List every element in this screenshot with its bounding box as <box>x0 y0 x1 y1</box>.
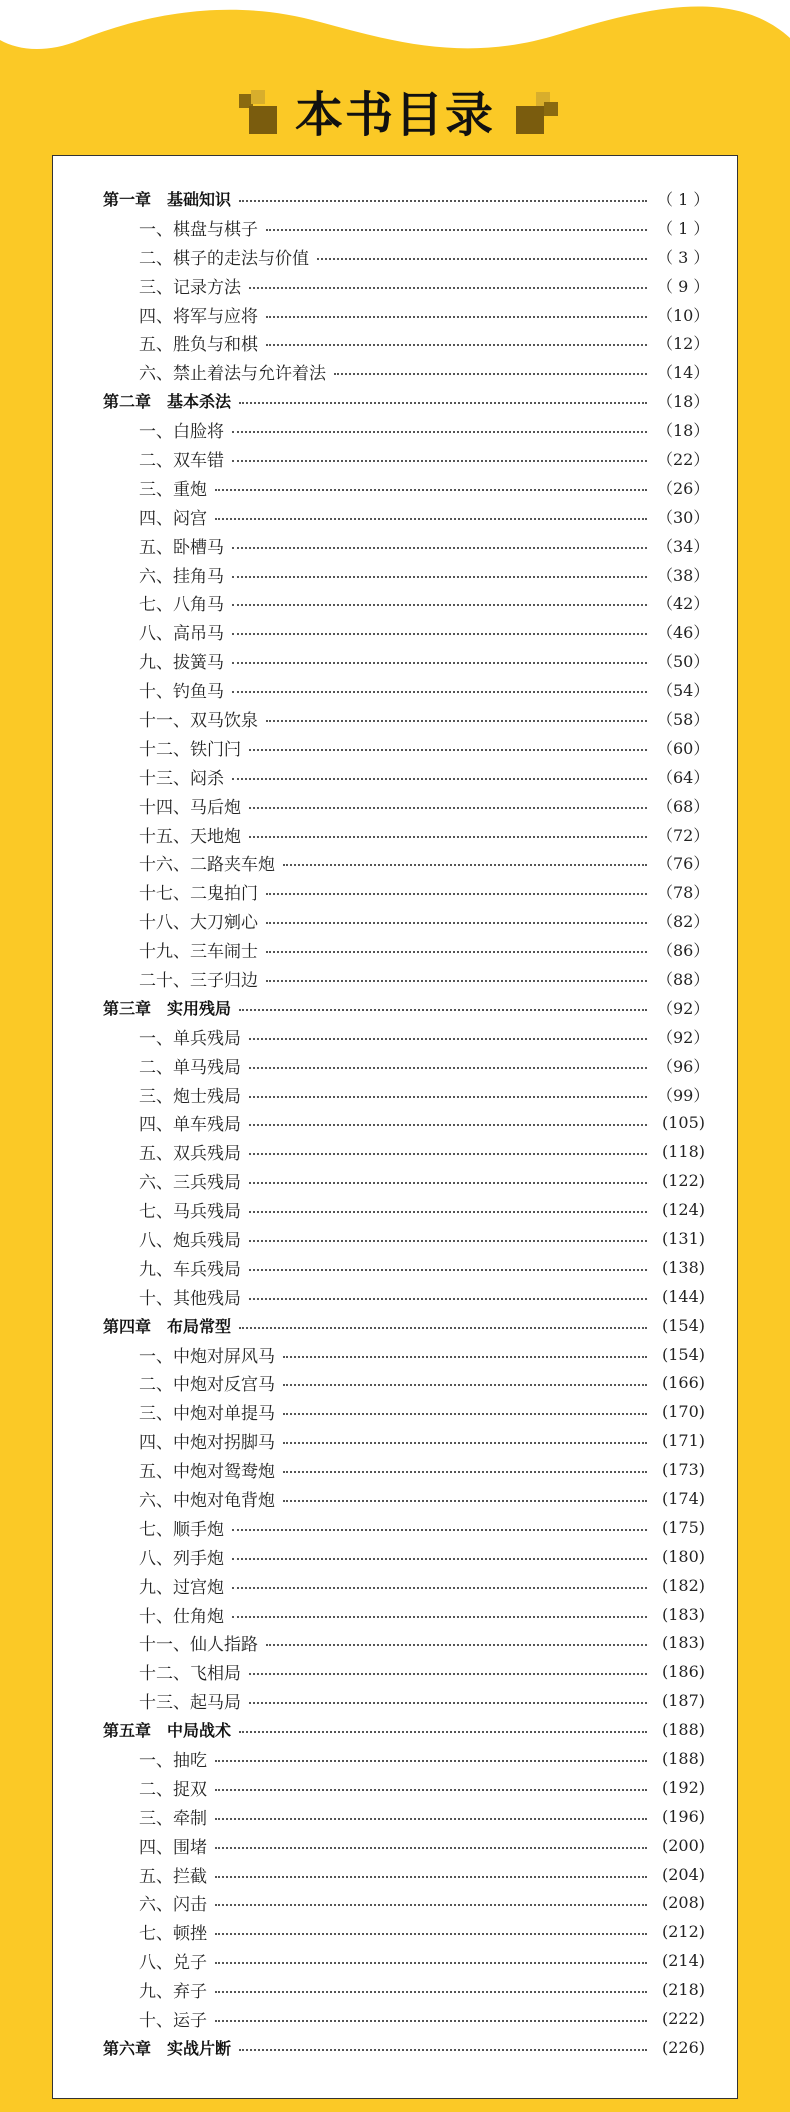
dot-leader <box>249 1700 647 1704</box>
dot-leader <box>232 660 647 664</box>
dot-leader <box>215 1787 647 1791</box>
dot-leader <box>249 1122 647 1126</box>
toc-page-number: （ 9 ） <box>657 276 710 296</box>
toc-page-number: (226) <box>661 2037 705 2057</box>
toc-entry-label: 二、棋子的走法与价值 <box>139 248 309 269</box>
toc-page-number: （54） <box>657 681 710 701</box>
toc-entry-label: 六、闪击 <box>139 1895 207 1916</box>
toc-entry-label: 六、中炮对龟背炮 <box>139 1491 275 1512</box>
toc-section-row <box>103 357 710 386</box>
dot-leader <box>249 1296 647 1300</box>
toc-page-number: （42） <box>657 594 710 614</box>
dot-leader <box>249 1209 647 1213</box>
toc-entry-label: 三、重炮 <box>139 479 207 500</box>
toc-section-row <box>103 1629 705 1658</box>
toc-section-row <box>103 1080 710 1109</box>
toc-entry-label: 三、炮士残局 <box>139 1086 241 1107</box>
toc-page-number: （12） <box>657 334 710 354</box>
toc-section-row <box>103 733 710 762</box>
toc-entry-label: 五、卧槽马 <box>139 537 224 558</box>
toc-page-number: (214) <box>661 1951 705 1971</box>
toc-page-number: （92） <box>657 998 710 1018</box>
toc-chapter-row <box>103 993 710 1022</box>
toc-page-number: (171) <box>661 1431 705 1451</box>
toc-entry-label: 七、马兵残局 <box>139 1202 241 1223</box>
dot-leader <box>249 805 647 809</box>
toc-page-number: (192) <box>661 1777 705 1797</box>
toc-page-number: (183) <box>661 1633 705 1653</box>
toc-section-row <box>103 213 710 242</box>
decorative-squares-icon <box>512 88 560 136</box>
dot-leader <box>239 2047 647 2051</box>
toc-page-number: (154) <box>661 1344 705 1364</box>
dot-leader <box>232 1585 647 1589</box>
toc-entry-label: 第二章 基本杀法 <box>103 392 232 412</box>
dot-leader <box>266 891 647 895</box>
toc-section-row <box>103 1109 705 1138</box>
table-of-contents <box>103 184 710 2062</box>
toc-entry-label: 十二、铁门闩 <box>139 739 241 760</box>
dot-leader <box>249 1238 647 1242</box>
dot-leader <box>266 949 647 953</box>
toc-section-row <box>103 704 710 733</box>
toc-section-row <box>103 1455 705 1484</box>
toc-entry-label: 二十、三子归边 <box>139 970 258 991</box>
toc-chapter-row <box>103 386 710 415</box>
toc-page-number: （10） <box>657 305 710 325</box>
dot-leader <box>283 1469 647 1473</box>
toc-section-row <box>103 1022 710 1051</box>
toc-entry-label: 第五章 中局战术 <box>103 1721 232 1741</box>
toc-page-number: (208) <box>661 1893 705 1913</box>
toc-page-number: （60） <box>657 738 710 758</box>
toc-entry-label: 四、中炮对拐脚马 <box>139 1433 275 1454</box>
toc-page-number: （30） <box>657 507 710 527</box>
toc-page-number: (186) <box>661 1662 705 1682</box>
toc-entry-label: 十九、三车闹士 <box>139 942 258 963</box>
toc-section-row <box>103 1166 705 1195</box>
toc-page-number: （76） <box>657 854 710 874</box>
toc-page-number: (180) <box>661 1546 705 1566</box>
toc-page-number: (200) <box>661 1835 705 1855</box>
toc-section-row <box>103 1917 705 1946</box>
dot-leader <box>283 1354 647 1358</box>
header <box>0 80 790 150</box>
toc-page-number: （ 1 ） <box>657 189 710 209</box>
toc-section-row <box>103 964 710 993</box>
toc-entry-label: 七、顿挫 <box>139 1924 207 1945</box>
toc-section-row <box>103 1946 705 1975</box>
toc-entry-label: 二、捉双 <box>139 1779 207 1800</box>
toc-entry-label: 第一章 基础知识 <box>103 189 232 209</box>
dot-leader <box>266 1642 647 1646</box>
toc-entry-label: 十、运子 <box>139 2011 207 2032</box>
toc-page-number: (188) <box>661 1720 705 1740</box>
toc-page-number: （78） <box>657 883 710 903</box>
toc-entry-label: 十八、大刀剜心 <box>139 913 258 934</box>
dot-leader <box>215 1845 647 1849</box>
toc-entry-label: 二、中炮对反宫马 <box>139 1375 275 1396</box>
toc-entry-label: 三、记录方法 <box>139 277 241 298</box>
toc-page-number: （64） <box>657 767 710 787</box>
dot-leader <box>215 516 647 520</box>
toc-entry-label: 九、过宫炮 <box>139 1577 224 1598</box>
toc-section-row <box>103 300 710 329</box>
toc-entry-label: 十三、起马局 <box>139 1693 241 1714</box>
toc-section-row <box>103 1224 705 1253</box>
toc-section-row <box>103 820 710 849</box>
toc-section-row <box>103 1253 705 1282</box>
toc-page-number: (105) <box>661 1113 705 1133</box>
toc-section-row <box>103 1397 705 1426</box>
toc-section-row <box>103 1571 705 1600</box>
toc-page-number: (122) <box>661 1171 705 1191</box>
toc-entry-label: 三、中炮对单提马 <box>139 1404 275 1425</box>
dot-leader <box>215 1931 647 1935</box>
toc-section-row <box>103 1889 705 1918</box>
toc-section-row <box>103 877 710 906</box>
toc-section-row <box>103 415 710 444</box>
toc-page-number: （26） <box>657 478 710 498</box>
toc-section-row <box>103 935 710 964</box>
toc-section-row <box>103 848 710 877</box>
dot-leader <box>266 227 647 231</box>
toc-section-row <box>103 1686 705 1715</box>
toc-entry-label: 十一、双马饮泉 <box>139 710 258 731</box>
dot-leader <box>232 689 647 693</box>
toc-section-row <box>103 1484 705 1513</box>
dot-leader <box>266 314 647 318</box>
toc-section-row <box>103 791 710 820</box>
toc-page-number: （22） <box>657 449 710 469</box>
dot-leader <box>232 429 647 433</box>
dot-leader <box>249 747 647 751</box>
toc-entry-label: 一、中炮对屏风马 <box>139 1346 275 1367</box>
toc-page-number: (174) <box>661 1489 705 1509</box>
toc-entry-label: 七、八角马 <box>139 595 224 616</box>
toc-page-number: （18） <box>657 421 710 441</box>
toc-section-row <box>103 1513 705 1542</box>
toc-section-row <box>103 1051 710 1080</box>
toc-entry-label: 八、列手炮 <box>139 1548 224 1569</box>
toc-entry-label: 第六章 实战片断 <box>103 2038 232 2058</box>
toc-entry-label: 五、拦截 <box>139 1866 207 1887</box>
toc-entry-label: 八、高吊马 <box>139 624 224 645</box>
dot-leader <box>215 1989 647 1993</box>
toc-page-number: （68） <box>657 796 710 816</box>
toc-section-row <box>103 588 710 617</box>
toc-page-number: (212) <box>661 1922 705 1942</box>
toc-page-number: (182) <box>661 1575 705 1595</box>
dot-leader <box>215 487 647 491</box>
dot-leader <box>232 574 647 578</box>
toc-entry-label: 六、禁止着法与允许着法 <box>139 364 326 385</box>
toc-section-row <box>103 675 710 704</box>
toc-section-row <box>103 1657 705 1686</box>
toc-section-row <box>103 328 710 357</box>
toc-page-number: （72） <box>657 825 710 845</box>
dot-leader <box>249 1151 647 1155</box>
dot-leader <box>249 1267 647 1271</box>
toc-section-row <box>103 1773 705 1802</box>
toc-section-row <box>103 617 710 646</box>
toc-section-row <box>103 2004 705 2033</box>
toc-section-row <box>103 1600 705 1629</box>
dot-leader <box>215 1816 647 1820</box>
toc-page-number: (175) <box>661 1517 705 1537</box>
toc-entry-label: 九、拔簧马 <box>139 653 224 674</box>
toc-section-row <box>103 646 710 675</box>
toc-entry-label: 九、弃子 <box>139 1982 207 2003</box>
dot-leader <box>239 1729 647 1733</box>
toc-page-number: （ 3 ） <box>657 247 710 267</box>
toc-page-number: (173) <box>661 1460 705 1480</box>
toc-page-number: (166) <box>661 1373 705 1393</box>
toc-page-number: （38） <box>657 565 710 585</box>
dot-leader <box>232 545 647 549</box>
toc-page-number: （34） <box>657 536 710 556</box>
toc-section-row <box>103 1426 705 1455</box>
dot-leader <box>334 371 647 375</box>
toc-page-number: (222) <box>661 2009 705 2029</box>
toc-page-number: (124) <box>661 1200 705 1220</box>
toc-section-row <box>103 444 710 473</box>
toc-page-number: （ 1 ） <box>657 218 710 238</box>
toc-entry-label: 二、单马残局 <box>139 1057 241 1078</box>
toc-entry-label: 五、双兵残局 <box>139 1144 241 1165</box>
toc-entry-label: 四、将军与应将 <box>139 306 258 327</box>
toc-section-row <box>103 1975 705 2004</box>
dot-leader <box>232 1527 647 1531</box>
toc-entry-label: 八、炮兵残局 <box>139 1231 241 1251</box>
toc-entry-label: 三、牵制 <box>139 1808 207 1829</box>
dot-leader <box>283 1382 647 1386</box>
toc-page-number: (170) <box>661 1402 705 1422</box>
toc-page-number: （92） <box>657 1027 710 1047</box>
toc-section-row <box>103 1744 705 1773</box>
toc-page-number: （96） <box>657 1056 710 1076</box>
toc-section-row <box>103 1137 705 1166</box>
toc-page-number: （18） <box>657 392 710 412</box>
dot-leader <box>215 1874 647 1878</box>
dot-leader <box>249 834 647 838</box>
dot-leader <box>239 400 647 404</box>
toc-chapter-row <box>103 2033 705 2062</box>
dot-leader <box>249 1180 647 1184</box>
toc-page-number: (138) <box>661 1257 705 1277</box>
toc-entry-label: 一、单兵残局 <box>139 1028 241 1049</box>
toc-entry-label: 十六、二路夹车炮 <box>139 855 275 876</box>
toc-entry-label: 第四章 布局常型 <box>103 1316 232 1336</box>
toc-page-number: (154) <box>661 1315 705 1335</box>
toc-section-row <box>103 1282 705 1311</box>
toc-entry-label: 四、围堵 <box>139 1837 207 1858</box>
toc-entry-label: 十、仕角炮 <box>139 1606 224 1627</box>
dot-leader <box>266 718 647 722</box>
toc-entry-label: 十三、闷杀 <box>139 768 224 789</box>
dot-leader <box>232 458 647 462</box>
toc-page-number: (183) <box>661 1604 705 1624</box>
dot-leader <box>215 1960 647 1964</box>
toc-page-number: (204) <box>661 1864 705 1884</box>
dot-leader <box>266 342 647 346</box>
toc-chapter-row <box>103 184 710 213</box>
toc-entry-label: 十七、二鬼拍门 <box>139 884 258 905</box>
toc-section-row <box>103 1195 705 1224</box>
toc-entry-label: 九、车兵残局 <box>139 1259 241 1280</box>
dot-leader <box>232 602 647 606</box>
dot-leader <box>232 1614 647 1618</box>
toc-page-number: （46） <box>657 623 710 643</box>
toc-section-row <box>103 762 710 791</box>
toc-entry-label: 四、闷宫 <box>139 508 207 529</box>
dot-leader <box>232 1556 647 1560</box>
dot-leader <box>239 1325 647 1329</box>
toc-page-number: （14） <box>657 363 710 383</box>
toc-entry-label: 十一、仙人指路 <box>139 1635 258 1656</box>
toc-section-row <box>103 1542 705 1571</box>
toc-page-number: (196) <box>661 1806 705 1826</box>
toc-page-number: （82） <box>657 912 710 932</box>
toc-section-row <box>103 271 710 300</box>
toc-page-number: (188) <box>661 1749 705 1769</box>
dot-leader <box>317 256 647 260</box>
toc-section-row <box>103 531 710 560</box>
toc-page-number: （58） <box>657 709 710 729</box>
toc-entry-label: 十、其他残局 <box>139 1288 241 1309</box>
dot-leader <box>232 631 647 635</box>
toc-page-number: （99） <box>657 1085 710 1105</box>
toc-page-number: (218) <box>661 1980 705 2000</box>
toc-page-number: (118) <box>661 1142 705 1162</box>
toc-entry-label: 七、顺手炮 <box>139 1519 224 1540</box>
toc-chapter-row <box>103 1715 705 1744</box>
toc-entry-label: 一、棋盘与棋子 <box>139 219 258 240</box>
dot-leader <box>239 198 647 202</box>
toc-entry-label: 一、抽吃 <box>139 1751 207 1772</box>
toc-entry-label: 十二、飞相局 <box>139 1664 241 1685</box>
toc-section-row <box>103 473 710 502</box>
toc-page-number: (187) <box>661 1691 705 1711</box>
toc-section-row <box>103 1340 705 1369</box>
toc-entry-label: 十五、天地炮 <box>139 826 241 847</box>
toc-entry-label: 十四、马后炮 <box>139 797 241 818</box>
toc-section-row <box>103 1860 705 1889</box>
toc-page-number: （88） <box>657 969 710 989</box>
toc-page-number: (131) <box>661 1229 705 1248</box>
toc-entry-label: 五、胜负与和棋 <box>139 335 258 356</box>
toc-section-row <box>103 1831 705 1860</box>
toc-entry-label: 六、三兵残局 <box>139 1173 241 1194</box>
toc-page-number: （50） <box>657 652 710 672</box>
toc-entry-label: 十、钓鱼马 <box>139 682 224 703</box>
dot-leader <box>215 1902 647 1906</box>
dot-leader <box>283 1440 647 1444</box>
toc-section-row <box>103 1369 705 1398</box>
dot-leader <box>215 1758 647 1762</box>
toc-entry-label: 五、中炮对鸳鸯炮 <box>139 1462 275 1483</box>
dot-leader <box>249 285 647 289</box>
toc-page-number: （86） <box>657 941 710 961</box>
toc-entry-label: 二、双车错 <box>139 450 224 471</box>
dot-leader <box>239 1007 647 1011</box>
toc-section-row <box>103 1802 705 1831</box>
dot-leader <box>249 1671 647 1675</box>
toc-entry-label: 四、单车残局 <box>139 1115 241 1136</box>
toc-entry-label: 一、白脸将 <box>139 422 224 443</box>
toc-entry-label: 八、兑子 <box>139 1953 207 1974</box>
toc-panel <box>52 155 738 2099</box>
toc-section-row <box>103 906 710 935</box>
toc-page-number: (144) <box>661 1286 705 1306</box>
dot-leader <box>249 1065 647 1069</box>
dot-leader <box>232 776 647 780</box>
dot-leader <box>283 1498 647 1502</box>
toc-chapter-row <box>103 1311 705 1340</box>
toc-section-row <box>103 502 710 531</box>
toc-entry-label: 第三章 实用残局 <box>103 998 232 1018</box>
dot-leader <box>283 862 647 866</box>
toc-entry-label: 六、挂角马 <box>139 566 224 587</box>
toc-section-row <box>103 560 710 589</box>
dot-leader <box>215 2018 647 2022</box>
dot-leader <box>249 1094 647 1098</box>
dot-leader <box>266 978 647 982</box>
dot-leader <box>283 1411 647 1415</box>
toc-section-row <box>103 242 710 271</box>
page-title: 本书目录 <box>294 87 495 143</box>
dot-leader <box>266 920 647 924</box>
dot-leader <box>249 1036 647 1040</box>
